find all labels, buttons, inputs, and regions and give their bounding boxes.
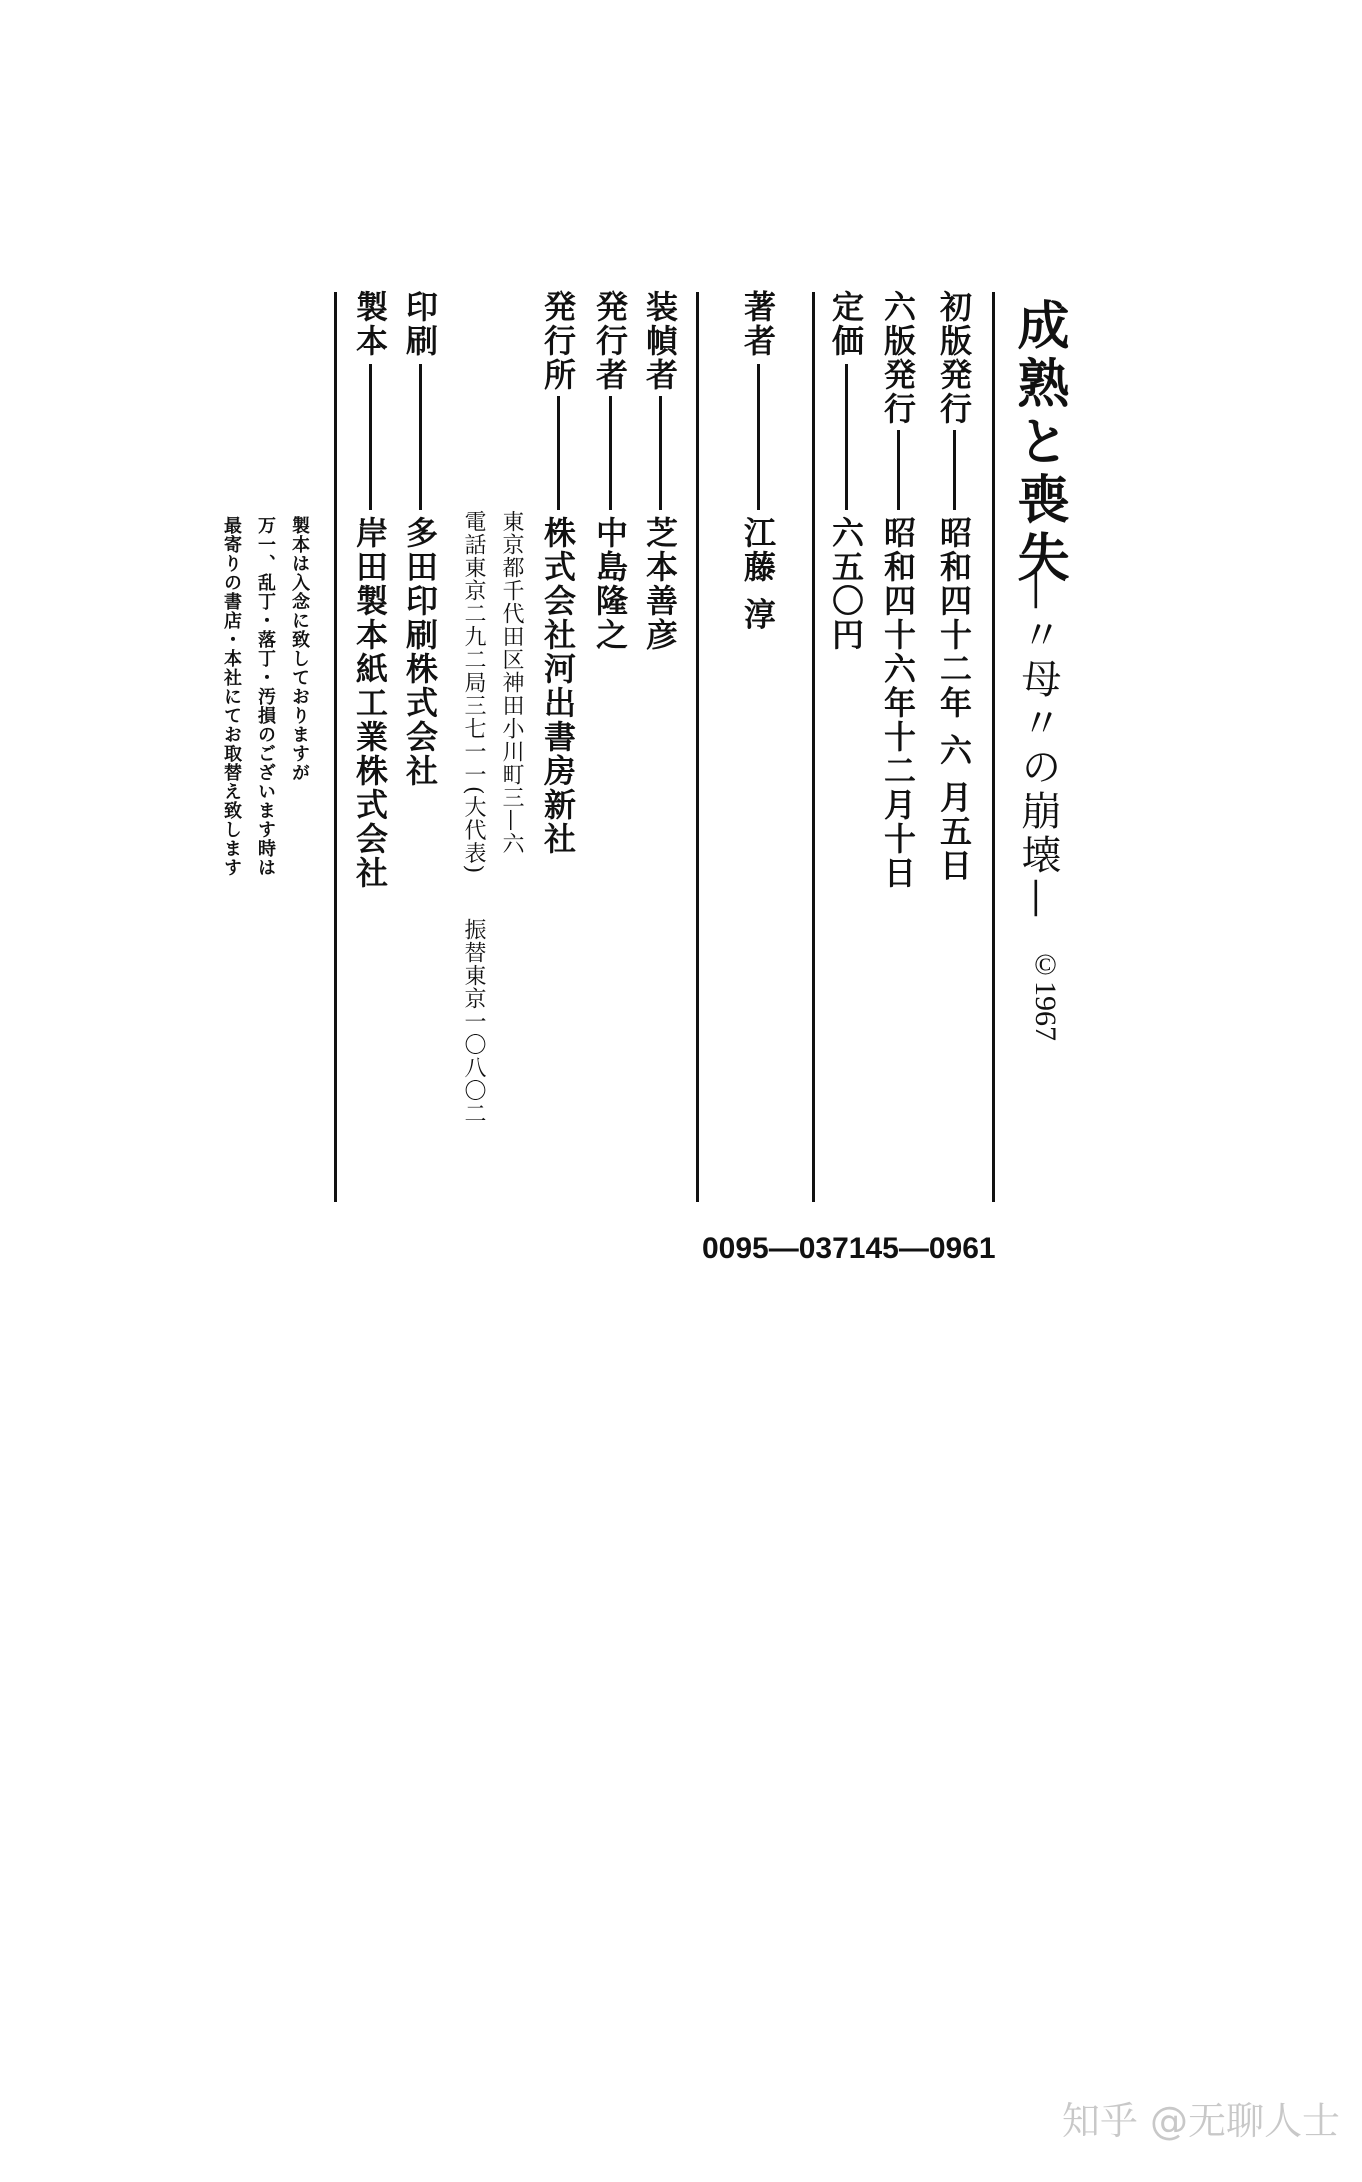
copyright-mark: ©1967 bbox=[1029, 948, 1062, 1041]
publisher-transfer: 振替東京一〇八〇二 bbox=[461, 918, 486, 1125]
leader-line bbox=[419, 364, 422, 510]
leader-line bbox=[557, 396, 560, 510]
publisher-label: 発行所 bbox=[539, 290, 577, 392]
divider-rule bbox=[992, 292, 995, 1202]
author-label: 著者 bbox=[739, 290, 777, 358]
leader-line bbox=[953, 430, 956, 510]
author-value: 江藤 淳 bbox=[739, 516, 777, 632]
leader-line bbox=[609, 396, 612, 510]
designer-label: 装幀者 bbox=[641, 290, 679, 392]
divider-rule bbox=[696, 292, 699, 1202]
first-edition-date: 昭和四十二年 六 月五日 bbox=[935, 516, 973, 883]
book-subtitle: —〃母〃の崩壊— bbox=[1015, 570, 1061, 922]
notice-line-1: 製本は入念に致しておりますが bbox=[289, 516, 310, 782]
notice-line-3: 最寄りの書店・本社にてお取替え致します bbox=[221, 516, 242, 877]
book-title: 成熟と喪失 bbox=[1008, 298, 1069, 588]
publisher-person-label: 発行者 bbox=[591, 290, 629, 392]
leader-line bbox=[897, 430, 900, 510]
publisher-phone: 電話東京二九二局三七一一(大代表) bbox=[461, 510, 486, 875]
first-edition-label: 初版発行 bbox=[935, 290, 973, 426]
designer-value: 芝本善彦 bbox=[641, 516, 679, 652]
leader-line bbox=[659, 396, 662, 510]
binding-label: 製本 bbox=[351, 290, 389, 358]
sixth-edition-date: 昭和四十六年十二月十日 bbox=[879, 516, 917, 890]
watermark-text: 知乎 @无聊人士 bbox=[1061, 2099, 1340, 2143]
notice-line-2: 万一、乱丁・落丁・汚損のございます時は bbox=[255, 516, 276, 877]
isbn-code: 0095—037145—0961 bbox=[702, 1232, 996, 1265]
divider-rule bbox=[334, 292, 337, 1202]
publisher-person-value: 中島隆之 bbox=[591, 516, 629, 652]
leader-line bbox=[369, 364, 372, 510]
price-value: 六五〇円 bbox=[827, 516, 865, 652]
sixth-edition-label: 六版発行 bbox=[879, 290, 917, 426]
divider-rule bbox=[812, 292, 815, 1202]
price-label: 定価 bbox=[827, 290, 865, 358]
leader-line bbox=[845, 364, 848, 510]
publisher-value: 株式会社河出書房新社 bbox=[539, 516, 577, 856]
printing-value: 多田印刷株式会社 bbox=[401, 516, 439, 788]
printing-label: 印刷 bbox=[401, 290, 439, 358]
publisher-address: 東京都千代田区神田小川町三—六 bbox=[499, 510, 524, 855]
binding-value: 岸田製本紙工業株式会社 bbox=[351, 516, 389, 890]
leader-line bbox=[757, 364, 760, 510]
